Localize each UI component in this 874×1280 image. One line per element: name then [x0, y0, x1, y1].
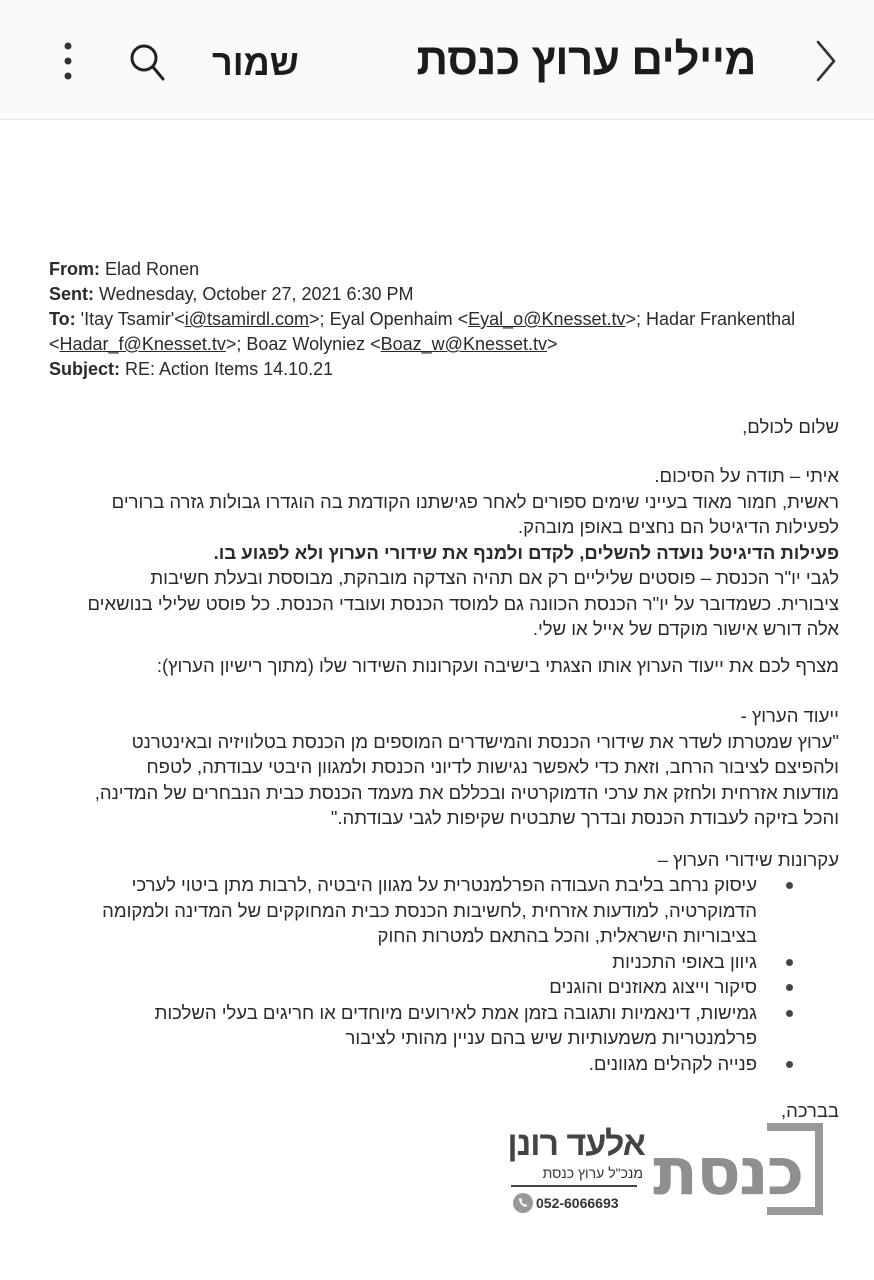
recipient-email-link[interactable]: i@tsamirdl.com — [184, 309, 310, 329]
bullet-icon — [786, 984, 793, 991]
sent-line: Sent: Wednesday, October 27, 2021 6:30 PM — [49, 284, 414, 304]
subject-line: Subject: RE: Action Items 14.10.21 — [49, 359, 334, 379]
more-vertical-icon — [56, 40, 80, 84]
email-header — [49, 257, 839, 382]
app-bar — [0, 0, 874, 120]
bold-statement: פעילות הדיגיטל נועדה להשלים, לקדם ולמנף את שידורי הערוץ ולא לפגוע בו. — [213, 541, 839, 563]
channel-purpose: ייעוד הערוץ - "ערוץ שמטרתו לשדר את שידורי הכנסת והמישדרים המוספים מן הכנסת בטלוויזיה ובאינטרנט ולהפיצם לציבור הרחב, וזאת כדי לאפשר נגישות לדיוני הכנסת ולמגוון היבטי עבודתה, לטפח מודעות אזרחית ולחזק את ערכי הדמוקרטיה ובכללם את מעמד הכנסת כבית הנבחרים של המדינה, והכל בזיקה לעבודת הכנסת ובדרך שתבטיח שקיפות לגבי עבודתה." — [94, 705, 839, 828]
list-item: גמישות, דינאמיות ותגובה בזמן אמת לאירועים מיוחדים או חריגים בעלי השלכות פרלמנטריות משמעותיות שיש בהם עניין מהותי לציבור — [102, 1000, 839, 1051]
principles-list — [102, 872, 839, 1076]
list-item: פנייה לקהלים מגוונים. — [102, 1051, 839, 1077]
more-options-button[interactable] — [56, 40, 80, 84]
from-line: From: Elad Ronen — [49, 259, 200, 279]
bullet-icon — [786, 1010, 793, 1017]
knesset-logo: כנסת — [653, 1123, 823, 1218]
signature-role: מנכ"ל ערוץ כנסת — [542, 1165, 643, 1181]
search-button[interactable] — [126, 40, 170, 84]
purpose-title: ייעוד הערוץ - — [740, 705, 839, 726]
save-button[interactable]: שמור — [212, 42, 299, 83]
from-value: Elad Ronen — [105, 259, 200, 279]
phone-icon — [513, 1193, 533, 1213]
bullet-icon — [786, 882, 793, 889]
signature-phone: 052-6066693 — [513, 1193, 619, 1213]
paragraph-1: איתי – תודה על הסיכום. ראשית, חמור מאוד בעייני שימים ספורים לאחר פגישתנו הקודמת בה הוגדרו גבולות גזרה ברורים לפעילות הדיגיטל הם נחצים באופן מובהק. פעילות הדיגיטל נועדה להשלים, לקדם ולמנף את שידורי הערוץ ולא לפגוע בו. לגבי יו"ר הכנסת – פוסטים שליליים רק אם תהיה הצדקה מובהקת, מבוססת ובעלת חשיבות ציבורית. כשמדובר על יו"ר הכנסת הכוונה גם למוסד הכנסת ועובדי הכנסת. כל פוסט שלילי בנושאים אלה דורש אישור מוקדם של אייל או שלי. — [87, 465, 839, 639]
back-button[interactable] — [810, 38, 840, 84]
email-document — [0, 121, 874, 1280]
recipient-email-link[interactable]: Boaz_w@Knesset.tv — [380, 334, 547, 354]
greeting: שלום לכולם, — [742, 416, 839, 437]
list-item: גיוון באופי התכניות — [102, 949, 839, 975]
bullet-icon — [786, 1061, 793, 1068]
list-item: סיקור וייצוג מאוזנים והוגנים — [102, 974, 839, 1000]
bullet-icon — [786, 959, 793, 966]
chevron-right-icon — [810, 38, 840, 84]
signature-divider — [511, 1185, 637, 1187]
signature-name: אלעד רונן — [507, 1125, 645, 1163]
signature-block — [505, 1123, 825, 1233]
sent-value: Wednesday, October 27, 2021 6:30 PM — [99, 284, 414, 304]
search-icon — [126, 40, 170, 84]
page-title: מיילים ערוץ כנסת — [416, 35, 756, 84]
list-item: עיסוק נרחב בליבת העבודה הפרלמנטרית על מגוון היבטיה ,לרבות מתן ביטוי לערכי הדמוקרטיה, למודעות אזרחית ,לחשיבות הכנסת כבית המחוקקים של המדינה ולמקומה בציבוריות הישראלית, והכל בהתאם למטרות החוק — [102, 872, 839, 949]
to-line: To: 'Itay Tsamir'<i@tsamirdl.com>; Eyal Openhaim <Eyal_o@Knesset.tv>; Hadar Frankenthal <Hadar_f@Knesset.tv>; Boaz Wolyniez <Boaz_w@Knesset.tv> — [49, 309, 796, 354]
recipient-email-link[interactable]: Eyal_o@Knesset.tv — [468, 309, 626, 329]
attach-line: מצרף לכם את ייעוד הערוץ אותו הצגתי בישיבה ועקרונות השידור שלו (מתוך רישיון הערוץ): — [156, 655, 839, 676]
principles-title: עקרונות שידורי הערוץ – — [657, 849, 839, 870]
subject-value: RE: Action Items 14.10.21 — [125, 359, 334, 379]
recipient-email-link[interactable]: Hadar_f@Knesset.tv — [59, 334, 226, 354]
closing: בברכה, — [780, 1100, 839, 1121]
